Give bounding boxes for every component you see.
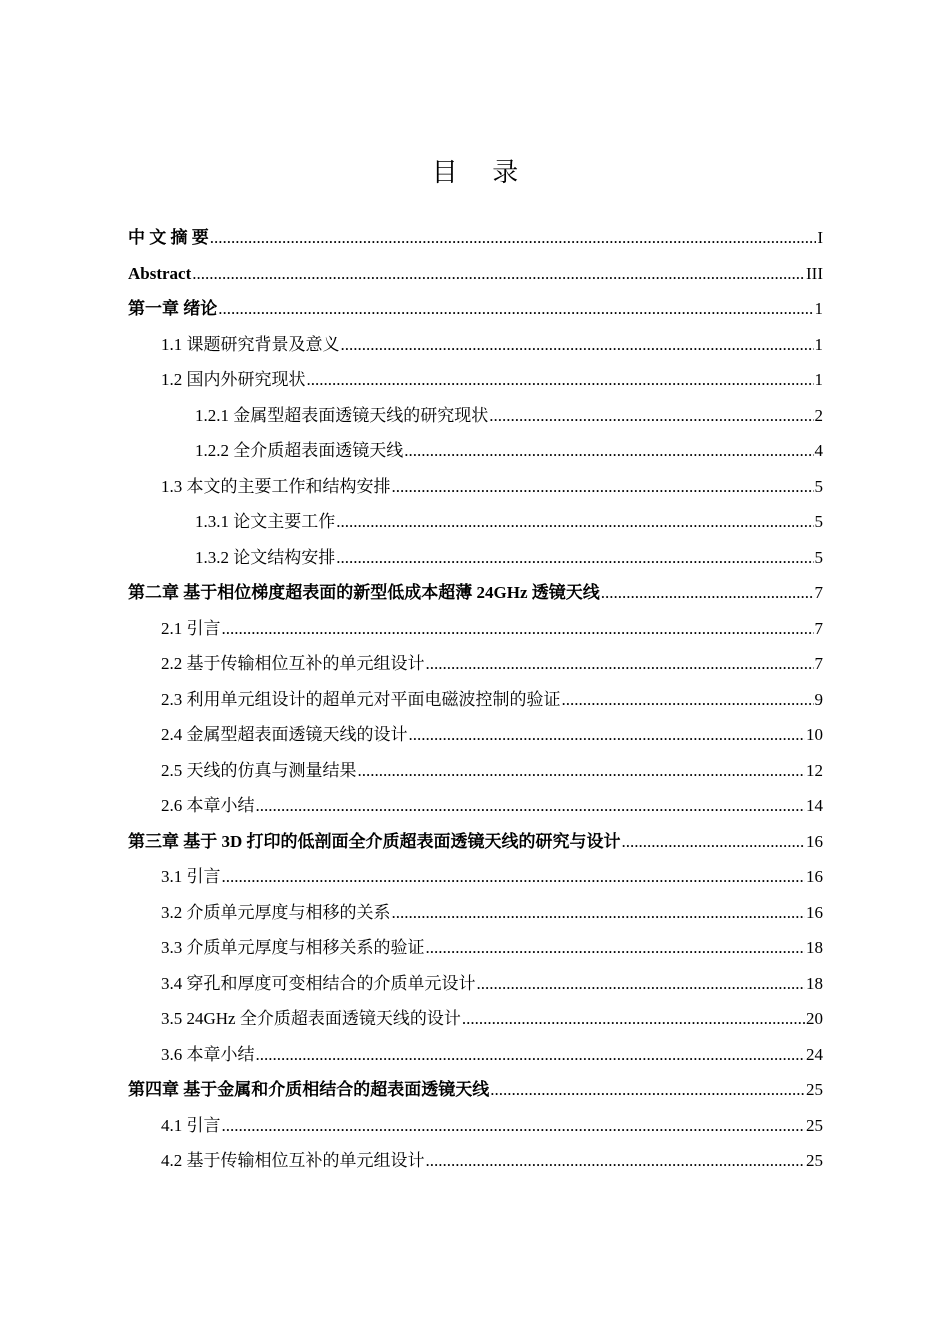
toc-entry-label: 2.6 本章小结 xyxy=(161,796,255,815)
toc-entry[interactable] xyxy=(128,753,823,789)
toc-entry[interactable] xyxy=(128,1108,823,1144)
toc-page-number: 18 xyxy=(806,973,823,993)
toc-entry[interactable] xyxy=(128,930,823,966)
toc-entry[interactable] xyxy=(128,362,823,398)
toc-entry[interactable] xyxy=(128,895,823,931)
toc-leader-dots xyxy=(222,859,806,895)
toc-page-number: 20 xyxy=(806,1009,823,1028)
toc-entry-label: 3.6 本章小结 xyxy=(161,1044,255,1064)
toc-leader-dots xyxy=(392,469,814,505)
toc-leader-dots xyxy=(489,398,813,434)
toc-entry[interactable] xyxy=(128,398,823,434)
toc-leader-dots xyxy=(562,682,814,718)
toc-entry[interactable] xyxy=(128,220,823,256)
toc-leader-dots xyxy=(336,540,813,576)
toc-page-number: 16 xyxy=(806,867,823,886)
toc-leader-dots xyxy=(392,895,806,931)
toc-entry-label: 3.1 引言 xyxy=(161,867,221,886)
toc-entry[interactable] xyxy=(128,504,823,540)
toc-entry-label: 第四章 基于金属和介质相结合的超表面透镜天线 xyxy=(128,1080,490,1099)
toc-entry[interactable] xyxy=(128,1037,823,1073)
toc-page-number: 5 xyxy=(814,476,823,496)
toc-leader-dots xyxy=(490,1072,805,1108)
toc-entry[interactable] xyxy=(128,327,823,363)
toc-page-number: 12 xyxy=(806,760,823,780)
toc-leader-dots xyxy=(426,646,814,682)
toc-page-number: 5 xyxy=(814,547,823,567)
toc-entry-label: 2.3 利用单元组设计的超单元对平面电磁波控制的验证 xyxy=(161,689,561,709)
toc-entry[interactable] xyxy=(128,611,823,647)
toc-entry[interactable] xyxy=(128,788,823,824)
toc-entry[interactable] xyxy=(128,966,823,1002)
toc-page-number: 4 xyxy=(814,441,823,460)
toc-leader-dots xyxy=(218,291,813,327)
toc-leader-dots xyxy=(192,256,805,292)
toc-entry[interactable] xyxy=(128,291,823,327)
toc-entry-label: 第二章 基于相位梯度超表面的新型低成本超薄 24GHz 透镜天线 xyxy=(128,583,600,602)
toc-leader-dots xyxy=(622,824,805,860)
toc-leader-dots xyxy=(222,611,814,647)
toc-entry[interactable] xyxy=(128,646,823,682)
toc-entry-label: 第一章 绪论 xyxy=(128,299,218,318)
toc-entry-label: 4.1 引言 xyxy=(161,1115,221,1135)
toc-entry-label: 1.3.1 论文主要工作 xyxy=(195,512,336,531)
toc-leader-dots xyxy=(404,433,813,469)
toc-page-number: 5 xyxy=(814,512,823,531)
toc-page-number: 16 xyxy=(806,902,823,922)
toc-leader-dots xyxy=(210,220,817,256)
toc-entry[interactable] xyxy=(128,433,823,469)
toc-leader-dots xyxy=(462,1001,805,1037)
toc-entry[interactable] xyxy=(128,1001,823,1037)
toc-entry[interactable] xyxy=(128,540,823,576)
toc-page-number: 10 xyxy=(806,725,823,744)
toc-entry[interactable] xyxy=(128,256,823,292)
toc-entry-label: 2.1 引言 xyxy=(161,618,221,638)
toc-entry-label: 3.3 介质单元厚度与相移关系的验证 xyxy=(161,938,425,957)
toc-page-number: 14 xyxy=(806,796,823,815)
toc-leader-dots xyxy=(341,327,814,363)
toc-page-number: 7 xyxy=(814,583,823,602)
toc-page-number: 25 xyxy=(806,1151,823,1170)
toc-entry-label: 1.2.2 全介质超表面透镜天线 xyxy=(195,441,404,460)
toc-entry[interactable] xyxy=(128,717,823,753)
toc-page-number: 16 xyxy=(806,831,823,851)
toc-leader-dots xyxy=(426,1143,806,1179)
toc-entry-label: 3.2 介质单元厚度与相移的关系 xyxy=(161,902,391,922)
toc-entry[interactable] xyxy=(128,1072,823,1108)
toc-entry-label: 3.5 24GHz 全介质超表面透镜天线的设计 xyxy=(161,1009,461,1028)
toc-leader-dots xyxy=(426,930,806,966)
toc-entry-label: 2.5 天线的仿真与测量结果 xyxy=(161,760,357,780)
toc-entry-label: 2.4 金属型超表面透镜天线的设计 xyxy=(161,725,408,744)
toc-leader-dots xyxy=(336,504,813,540)
toc-page-number: 2 xyxy=(814,405,823,425)
toc-leader-dots xyxy=(307,362,814,398)
toc-page-number: 18 xyxy=(806,938,823,957)
toc-entry-label: 4.2 基于传输相位互补的单元组设计 xyxy=(161,1151,425,1170)
toc-entry[interactable] xyxy=(128,575,823,611)
toc-page-number: 9 xyxy=(814,689,823,709)
toc-leader-dots xyxy=(358,753,806,789)
toc-page-number: 1 xyxy=(814,334,823,354)
toc-leader-dots xyxy=(256,788,806,824)
toc-entry-label: 1.3 本文的主要工作和结构安排 xyxy=(161,476,391,496)
toc-entry-label: 1.2.1 金属型超表面透镜天线的研究现状 xyxy=(195,405,489,425)
toc-entry[interactable] xyxy=(128,824,823,860)
toc-leader-dots xyxy=(477,966,806,1002)
toc-page-number: 7 xyxy=(814,618,823,638)
toc-entry-label: 中 文 摘 要 xyxy=(128,228,209,247)
toc-entry[interactable] xyxy=(128,1143,823,1179)
toc-page-number: III xyxy=(806,263,823,283)
table-of-contents xyxy=(128,220,823,1179)
toc-entry-label: 3.4 穿孔和厚度可变相结合的介质单元设计 xyxy=(161,973,476,993)
toc-page-number: 1 xyxy=(814,370,823,389)
toc-leader-dots xyxy=(409,717,806,753)
toc-page-number: 25 xyxy=(806,1115,823,1135)
toc-entry-label: Abstract xyxy=(128,263,192,283)
toc-entry-label: 第三章 基于 3D 打印的低剖面全介质超表面透镜天线的研究与设计 xyxy=(128,831,621,851)
page-title: 目 录 xyxy=(431,158,533,187)
toc-entry[interactable] xyxy=(128,682,823,718)
toc-entry-label: 2.2 基于传输相位互补的单元组设计 xyxy=(161,654,425,673)
toc-page-number: 24 xyxy=(806,1044,823,1064)
toc-entry[interactable] xyxy=(128,859,823,895)
toc-entry-label: 1.2 国内外研究现状 xyxy=(161,370,306,389)
toc-leader-dots xyxy=(222,1108,806,1144)
toc-leader-dots xyxy=(601,575,814,611)
toc-leader-dots xyxy=(256,1037,806,1073)
toc-entry-label: 1.1 课题研究背景及意义 xyxy=(161,334,340,354)
toc-page-number: I xyxy=(817,228,823,247)
toc-page-number: 1 xyxy=(814,299,823,318)
toc-entry[interactable] xyxy=(128,469,823,505)
toc-entry-label: 1.3.2 论文结构安排 xyxy=(195,547,336,567)
toc-page-number: 25 xyxy=(806,1080,823,1099)
toc-page-number: 7 xyxy=(814,654,823,673)
